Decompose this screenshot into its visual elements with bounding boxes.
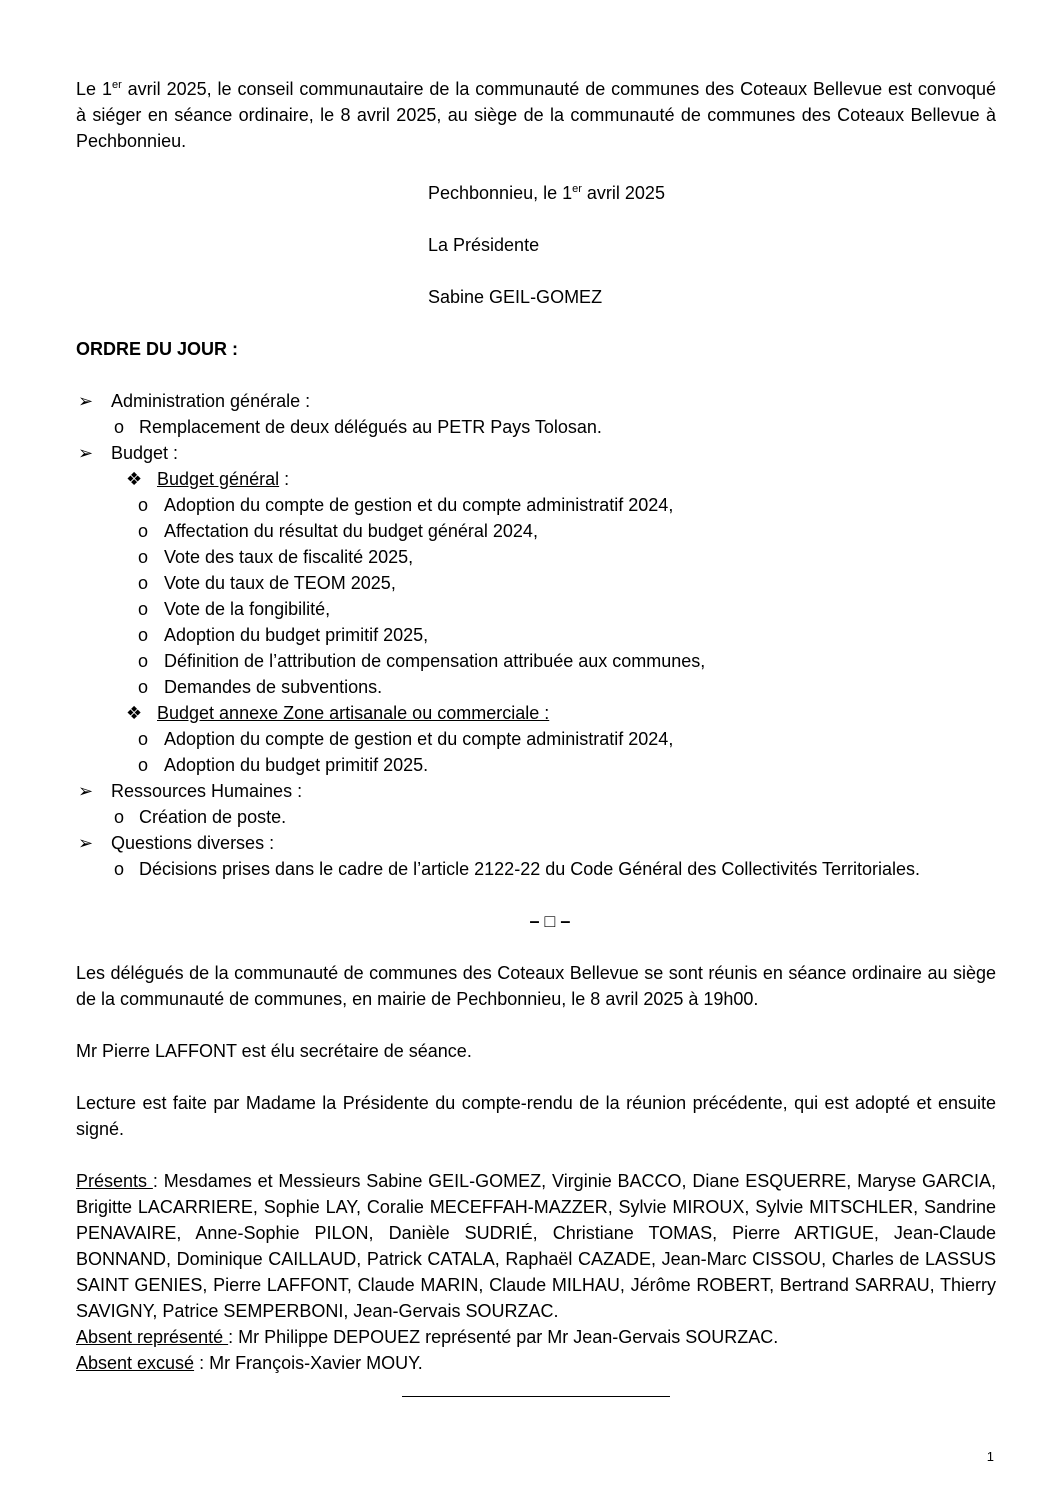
secretary-paragraph: Mr Pierre LAFFONT est élu secrétaire de séance. [76, 1041, 472, 1061]
agenda-section-title: Budget : [111, 443, 179, 463]
document-page [76, 76, 996, 1397]
agenda-heading: ORDRE DU JOUR : [76, 339, 239, 359]
diamond-bullet-icon: ❖ [126, 469, 143, 489]
convocation-superscript: er [111, 79, 122, 91]
circle-bullet-icon: o [138, 625, 149, 645]
agenda-section-title: Ressources Humaines : [111, 781, 303, 801]
list-item [76, 544, 996, 570]
list-item [76, 726, 996, 752]
section-separator: – □ – [529, 911, 571, 931]
list-item-text: Remplacement de deux délégués au PETR Pays Tolosan. [139, 417, 602, 437]
list-item [76, 570, 996, 596]
circle-bullet-icon: o [138, 495, 149, 515]
signature-block [428, 180, 996, 310]
list-item [76, 518, 996, 544]
arrow-bullet-icon: ➢ [78, 391, 94, 411]
represented-text: : Mr Philippe DEPOUEZ représenté par Mr Jean-Gervais SOURZAC. [228, 1327, 779, 1347]
present-paragraph [76, 1168, 996, 1324]
list-item [76, 492, 996, 518]
agenda-section-budget [76, 440, 996, 466]
convocation-paragraph [76, 76, 996, 154]
circle-bullet-icon: o [138, 651, 149, 671]
present-label: Présents [76, 1171, 153, 1191]
arrow-bullet-icon: ➢ [78, 781, 94, 801]
list-item-text: Vote du taux de TEOM 2025, [164, 573, 396, 593]
list-item-text: Création de poste. [139, 807, 287, 827]
agenda-list [76, 388, 996, 882]
list-item-text: Adoption du compte de gestion et du compte administratif 2024, [164, 495, 674, 515]
list-item [76, 596, 996, 622]
budget-annexe-title: Budget annexe Zone artisanale ou commerciale : [157, 703, 550, 723]
signature-place-date [428, 180, 996, 206]
list-item [76, 622, 996, 648]
agenda-section-title: Administration générale : [111, 391, 311, 411]
budget-general-suffix: : [279, 469, 290, 489]
circle-bullet-icon: o [114, 807, 125, 827]
list-item-text: Affectation du résultat du budget général 2024, [164, 521, 538, 541]
agenda-section-questions [76, 830, 996, 856]
list-item [76, 804, 996, 830]
list-item-text: Demandes de subventions. [164, 677, 383, 697]
list-item [76, 856, 996, 882]
circle-bullet-icon: o [138, 755, 149, 775]
list-item [76, 674, 996, 700]
budget-general-title: Budget général [157, 469, 280, 489]
meeting-paragraph: Les délégués de la communauté de communes des Coteaux Bellevue se sont réunis en séance ordinaire au siège de la communauté de communes, en mairie de Pechbonnieu, le 8 avril 2025 à 19h00. [76, 963, 996, 1009]
excused-paragraph [76, 1350, 996, 1376]
list-item [76, 752, 996, 778]
circle-bullet-icon: o [138, 729, 149, 749]
arrow-bullet-icon: ➢ [78, 443, 94, 463]
diamond-bullet-icon: ❖ [126, 703, 143, 723]
excused-label: Absent excusé [76, 1353, 195, 1373]
budget-general-title-wrap [157, 466, 289, 492]
agenda-section-title: Questions diverses : [111, 833, 275, 853]
agenda-section-admin [76, 388, 996, 414]
arrow-bullet-icon: ➢ [78, 833, 94, 853]
excused-text: : Mr François-Xavier MOUY. [194, 1353, 423, 1373]
list-item-text: Définition de l’attribution de compensation attribuée aux communes, [164, 651, 706, 671]
list-item-text: Vote de la fongibilité, [164, 599, 331, 619]
budget-annexe-heading [76, 700, 996, 726]
list-item [76, 414, 996, 440]
signature-name: Sabine GEIL-GOMEZ [428, 287, 603, 307]
circle-bullet-icon: o [138, 677, 149, 697]
circle-bullet-icon: o [138, 573, 149, 593]
circle-bullet-icon: o [114, 417, 125, 437]
list-item-text: Adoption du budget primitif 2025. [164, 755, 429, 775]
page-number: 1 [986, 1449, 994, 1464]
signature-role: La Présidente [428, 235, 540, 255]
represented-label: Absent représenté [76, 1327, 229, 1347]
agenda-section-rh [76, 778, 996, 804]
represented-paragraph [76, 1324, 996, 1350]
budget-general-heading [76, 466, 996, 492]
present-list: : Mesdames et Messieurs Sabine GEIL-GOMEZ, Virginie BACCO, Diane ESQUERRE, Maryse GARCIA, Brigitte LACARRIERE, Sophie LAY, Coralie MECEFFAH-MAZZER, Sylvie MIROUX, Sylvie MITSCHLER, Sandrine PENAVAIRE, Anne-Sophie PILON, Danièle SUDRIÉ, Christiane TOMAS, Pierre ARTIGUE, Jean-Claude BONNAND, Dominique CAILLAUD, Patrick CATALA, Raphaël CAZADE, Jean-Marc CISSOU, Charles de LASSUS SAINT GENIES, Pierre LAFFONT, Claude MARIN, Claude MILHAU, Jérôme ROBERT, Bertrand SARRAU, Thierry SAVIGNY, Patrice SEMPERBONI, Jean-Gervais SOURZAC. [76, 1171, 996, 1321]
signature-place-date-end: avril 2025 [581, 183, 665, 203]
circle-bullet-icon: o [114, 859, 125, 879]
list-item-text: Adoption du budget primitif 2025, [164, 625, 429, 645]
list-item-text: Vote des taux de fiscalité 2025, [164, 547, 414, 567]
list-item-text: Adoption du compte de gestion et du compte administratif 2024, [164, 729, 674, 749]
list-item-text: Décisions prises dans le cadre de l’article 2122-22 du Code Général des Collectivités Territoriales. [139, 859, 921, 879]
convocation-text-rest: avril 2025, le conseil communautaire de la communauté de communes des Coteaux Bellevue est convoqué à siéger en séance ordinaire, le 8 avril 2025, au siège de la communauté de communes des Coteaux Bellevue à Pechbonnieu. [76, 79, 996, 151]
signature-date-superscript: er [572, 183, 582, 195]
attendance-block [76, 1168, 996, 1376]
circle-bullet-icon: o [138, 547, 149, 567]
closing-rule [402, 1396, 670, 1397]
signature-place-date-start: Pechbonnieu, le 1 [428, 183, 573, 203]
list-item [76, 648, 996, 674]
circle-bullet-icon: o [138, 521, 149, 541]
circle-bullet-icon: o [138, 599, 149, 619]
convocation-text-start: Le 1 [76, 79, 112, 99]
reading-paragraph: Lecture est faite par Madame la Présidente du compte-rendu de la réunion précédente, qui est adopté et ensuite signé. [76, 1093, 996, 1139]
